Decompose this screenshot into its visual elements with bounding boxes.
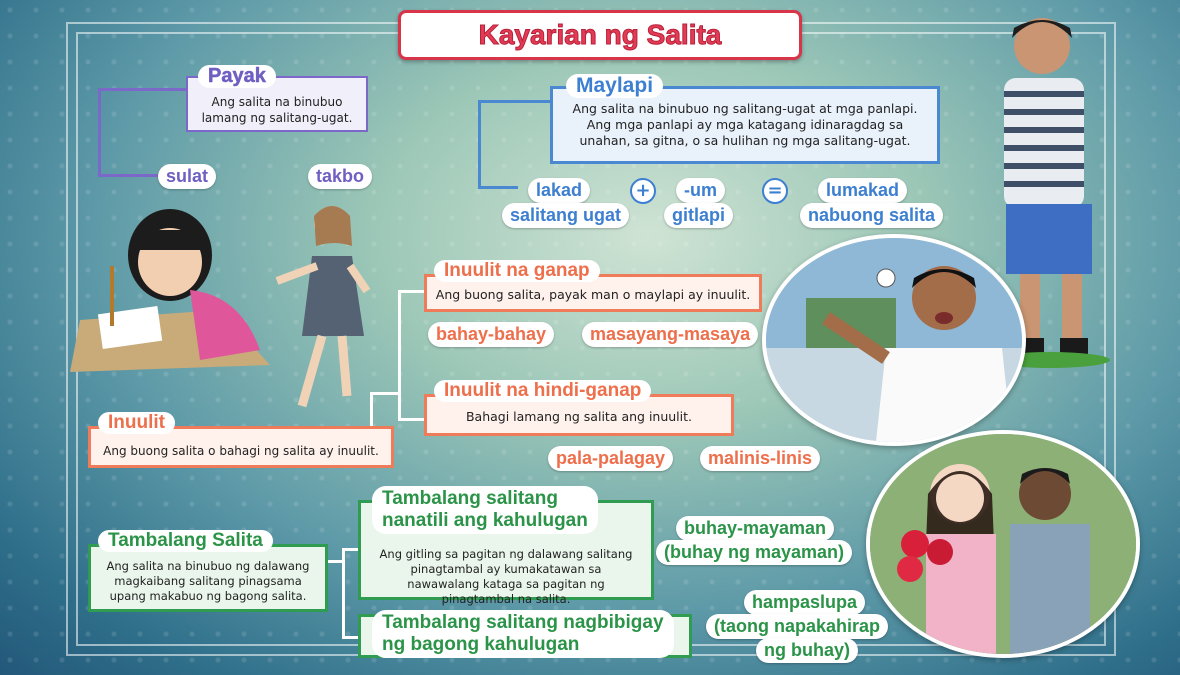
inuulit-connector-h3 (398, 418, 426, 421)
payak-connector-v (98, 88, 101, 176)
payak-heading: Payak (198, 65, 276, 88)
tambalan-bago-example-2: (taong napakahirap (706, 614, 888, 639)
plus-icon: + (630, 178, 656, 204)
inuulit-connector-v2 (398, 290, 401, 420)
tambalan-nanatili-heading-line2: nanatili ang kahulugan (382, 510, 588, 531)
maylapi-term2-label: gitlapi (664, 203, 733, 228)
inuulit-hindi-ganap-definition: Bahagi lamang ng salita ang inuulit. (465, 409, 693, 424)
tambalan-heading: Tambalang Salita (98, 530, 273, 552)
inuulit-ganap-definition: Ang buong salita, payak man o maylapi ay inuulit. (435, 287, 751, 302)
page-title: Kayarian ng Salita (478, 19, 722, 50)
tambalan-connector-v (342, 548, 345, 638)
maylapi-term1-label: salitang ugat (502, 203, 629, 228)
maylapi-result: lumakad (818, 178, 907, 203)
inuulit-hindi-ganap-example-2: malinis-linis (700, 446, 820, 471)
tambalan-bago-heading-line2: ng bagong kahulugan (382, 634, 580, 655)
maylapi-term1: lakad (528, 178, 590, 203)
tambalan-bago-example-3: ng buhay) (756, 638, 858, 663)
tambalan-bago-heading (372, 610, 674, 658)
tambalan-nanatili-example-1: buhay-mayaman (676, 516, 834, 541)
tambalan-nanatili-heading (372, 486, 598, 534)
girl-writing-photo (70, 200, 270, 372)
inuulit-ganap-example-1: bahay-bahay (428, 322, 554, 347)
inuulit-ganap-example-2: masayang-masaya (582, 322, 758, 347)
maylapi-heading: Maylapi (566, 74, 663, 98)
maylapi-term2: -um (676, 178, 725, 203)
inuulit-hindi-ganap-example-1: pala-palagay (548, 446, 673, 471)
inuulit-heading: Inuulit (98, 412, 175, 434)
inuulit-ganap-heading: Inuulit na ganap (434, 260, 600, 282)
maylapi-connector-v (478, 100, 481, 188)
maylapi-definition: Ang salita na binubuo ng salitang-ugat at mga panlapi. Ang mga panlapi ay mga katagang idinaragdag sa unahan, sa gitna, o sa hulihan ng mga salitang-ugat. (572, 101, 918, 148)
payak-connector-h (98, 174, 160, 177)
maylapi-connector-h (478, 100, 552, 103)
title-banner (398, 10, 802, 60)
tambalan-bago-example-1: hampaslupa (744, 590, 865, 615)
boy-classroom-photo (762, 234, 1026, 446)
inuulit-connector-h1 (370, 392, 398, 395)
inuulit-hindi-ganap-heading: Inuulit na hindi-ganap (434, 380, 651, 402)
payak-definition: Ang salita na binubuo lamang ng salitang-ugat. (201, 95, 353, 125)
tambalan-definition-box (88, 544, 328, 612)
tambalan-nanatili-heading-line1: Tambalang salitang (382, 488, 558, 509)
tambalan-definition: Ang salita na binubuo ng dalawang magkaibang salitang pinagsama upang makabuo ng bagong salita. (106, 559, 310, 603)
payak-example-1: sulat (158, 164, 216, 189)
maylapi-result-label: nabuong salita (800, 203, 943, 228)
inuulit-definition: Ang buong salita o bahagi ng salita ay inuulit. (103, 444, 379, 458)
tambalan-bago-heading-line1: Tambalang salitang nagbibigay (382, 612, 664, 633)
equals-icon: = (762, 178, 788, 204)
tambalan-nanatili-definition: Ang gitling sa pagitan ng dalawang salitang pinagtambal ay kumakatawan sa nawawalang kataga sa pagitan ng pinagtambal na salita. (379, 547, 633, 606)
girl-and-boy-photo (866, 430, 1140, 658)
maylapi-connector-h2 (478, 186, 518, 189)
inuulit-connector-h2 (398, 290, 426, 293)
payak-connector (98, 88, 186, 91)
payak-example-2: takbo (308, 164, 372, 189)
tambalan-nanatili-example-2: (buhay ng mayaman) (656, 540, 852, 565)
girl-running-photo (272, 196, 372, 416)
